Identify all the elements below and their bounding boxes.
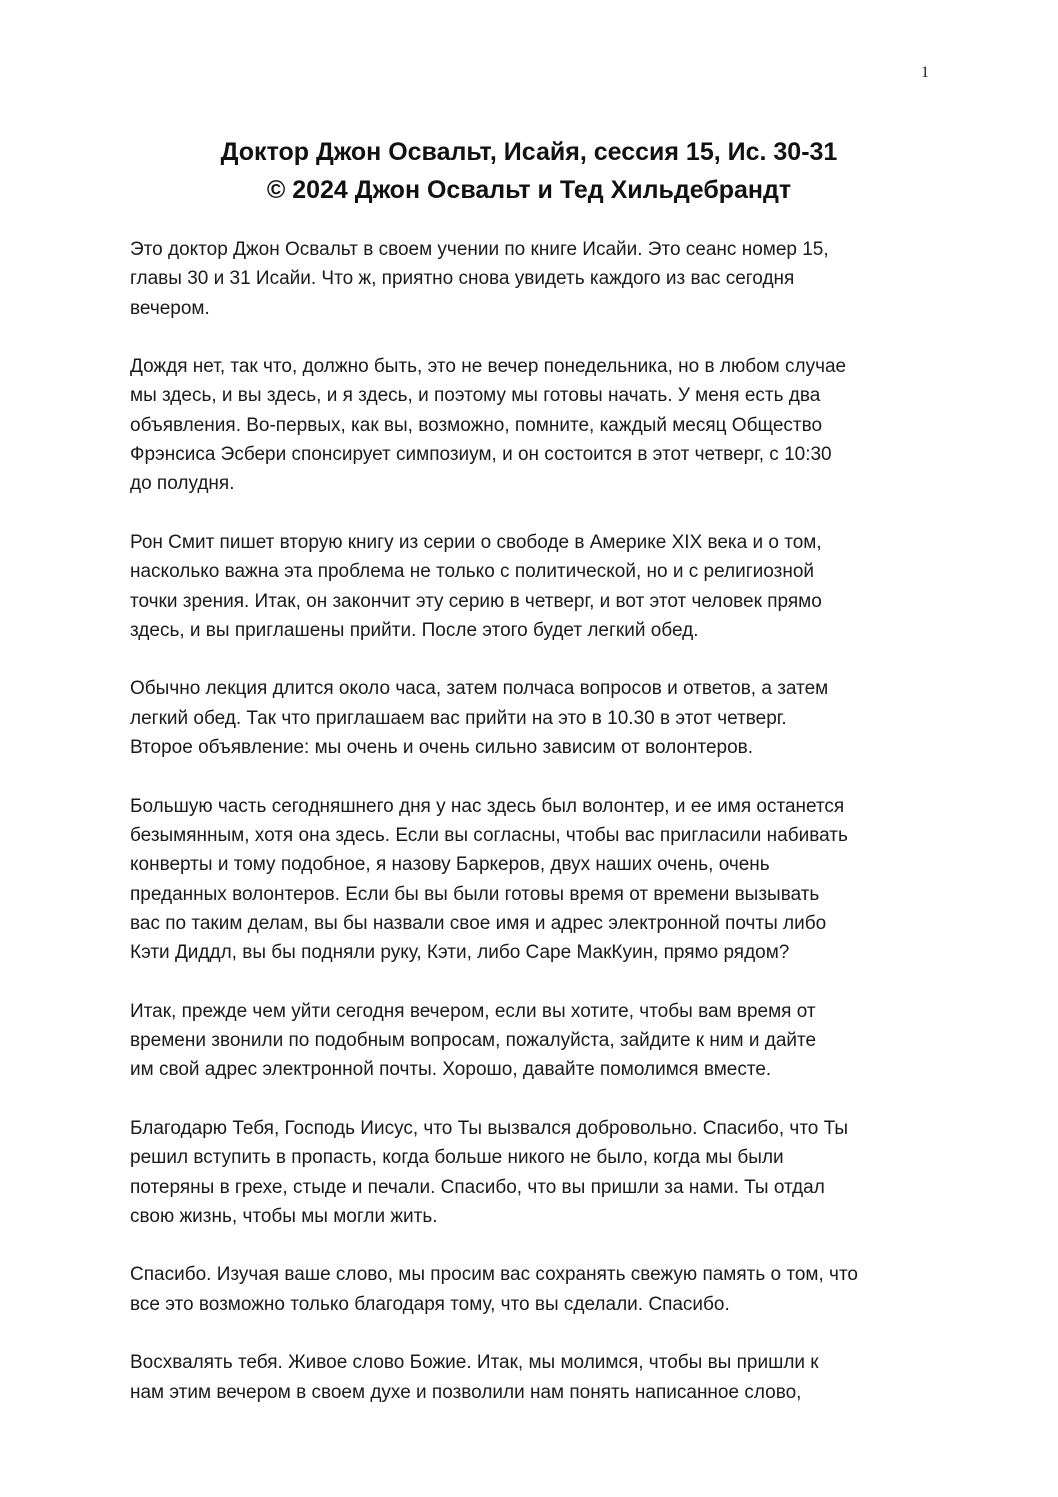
text-line: Фрэнсиса Эсбери спонсирует симпозиум, и он состоится в этот четверг, с 10:30 [130, 444, 832, 466]
paragraph [130, 674, 945, 762]
paragraph [130, 352, 945, 498]
text-line: точки зрения. Итак, он закончит эту серию в четверг, и вот этот человек прямо [130, 590, 822, 612]
document-title [0, 133, 1058, 209]
text-line: Большую часть сегодняшнего дня у нас здесь был волонтер, и ее имя останется [130, 795, 845, 817]
text-line: Второе объявление: мы очень и очень сильно зависим от волонтеров. [130, 737, 754, 759]
text-line: нам этим вечером в своем духе и позволили нам понять написанное слово, [130, 1381, 802, 1403]
text-line: Итак, прежде чем уйти сегодня вечером, если вы хотите, чтобы вам время от [130, 1000, 816, 1022]
text-line: здесь, и вы приглашены прийти. После этого будет легкий обед. [130, 619, 699, 641]
text-line: Обычно лекция длится около часа, затем полчаса вопросов и ответов, а затем [130, 678, 829, 700]
text-line: главы 30 и 31 Исайи. Что ж, приятно снова увидеть каждого из вас сегодня [130, 268, 795, 290]
text-line: времени звонили по подобным вопросам, пожалуйста, зайдите к ним и дайте [130, 1030, 817, 1052]
text-line: Рон Смит пишет вторую книгу из серии о свободе в Америке XIX века и о том, [130, 531, 822, 553]
text-line: Дождя нет, так что, должно быть, это не вечер понедельника, но в любом случае [130, 356, 847, 378]
paragraph [130, 792, 945, 968]
text-line: потеряны в грехе, стыде и печали. Спасибо, что вы пришли за нами. Ты отдал [130, 1176, 825, 1198]
text-line: безымянным, хотя она здесь. Если вы согласны, чтобы вас пригласили набивать [130, 824, 848, 846]
paragraph [130, 1348, 945, 1407]
text-line: им свой адрес электронной почты. Хорошо, давайте помолимся вместе. [130, 1059, 772, 1081]
text-line: свою жизнь, чтобы мы могли жить. [130, 1205, 438, 1227]
text-line: конверты и тому подобное, я назову Баркеров, двух наших очень, очень [130, 854, 770, 876]
paragraph [130, 528, 945, 645]
copyright-line: © 2024 Джон Освальт и Тед Хильдебрандт [266, 176, 792, 204]
text-line: Кэти Диддл, вы бы подняли руку, Кэти, либо Саре МакКуин, прямо рядом? [130, 942, 790, 964]
text-line: вас по таким делам, вы бы назвали свое имя и адрес электронной почты либо [130, 912, 827, 934]
title-line: Доктор Джон Освальт, Исайя, сессия 15, Ис. 30-31 [220, 138, 838, 166]
paragraph [130, 1260, 945, 1319]
text-line: Восхвалять тебя. Живое слово Божие. Итак, мы молимся, чтобы вы пришли к [130, 1352, 819, 1374]
page-number: 1 [921, 64, 929, 81]
text-line: Это доктор Джон Освальт в своем учении по книге Исайи. Это сеанс номер 15, [130, 239, 829, 260]
text-line: решил вступить в пропасть, когда больше никого не было, когда мы были [130, 1147, 784, 1169]
paragraph [130, 997, 945, 1085]
text-line: объявления. Во-первых, как вы, возможно, помните, каждый месяц Общество [130, 414, 823, 436]
text-line: легкий обед. Так что приглашаем вас прийти на это в 10.30 в этот четверг. [130, 707, 787, 729]
text-line: мы здесь, и вы здесь, и я здесь, и поэтому мы готовы начать. У меня есть два [130, 385, 821, 407]
paragraph [130, 235, 945, 323]
text-line: преданных волонтеров. Если бы вы были готовы время от времени вызывать [130, 883, 820, 905]
text-line: вечером. [130, 297, 210, 319]
document-body [130, 235, 945, 1436]
text-line: Благодарю Тебя, Господь Иисус, что Ты вызвался добровольно. Спасибо, что Ты [130, 1117, 849, 1139]
paragraph [130, 1114, 945, 1231]
text-line: все это возможно только благодаря тому, что вы сделали. Спасибо. [130, 1293, 730, 1315]
text-line: до полудня. [130, 473, 235, 495]
text-line: насколько важна эта проблема не только с политической, но и с религиозной [130, 561, 814, 583]
text-line: Спасибо. Изучая ваше слово, мы просим вас сохранять свежую память о том, что [130, 1264, 859, 1286]
